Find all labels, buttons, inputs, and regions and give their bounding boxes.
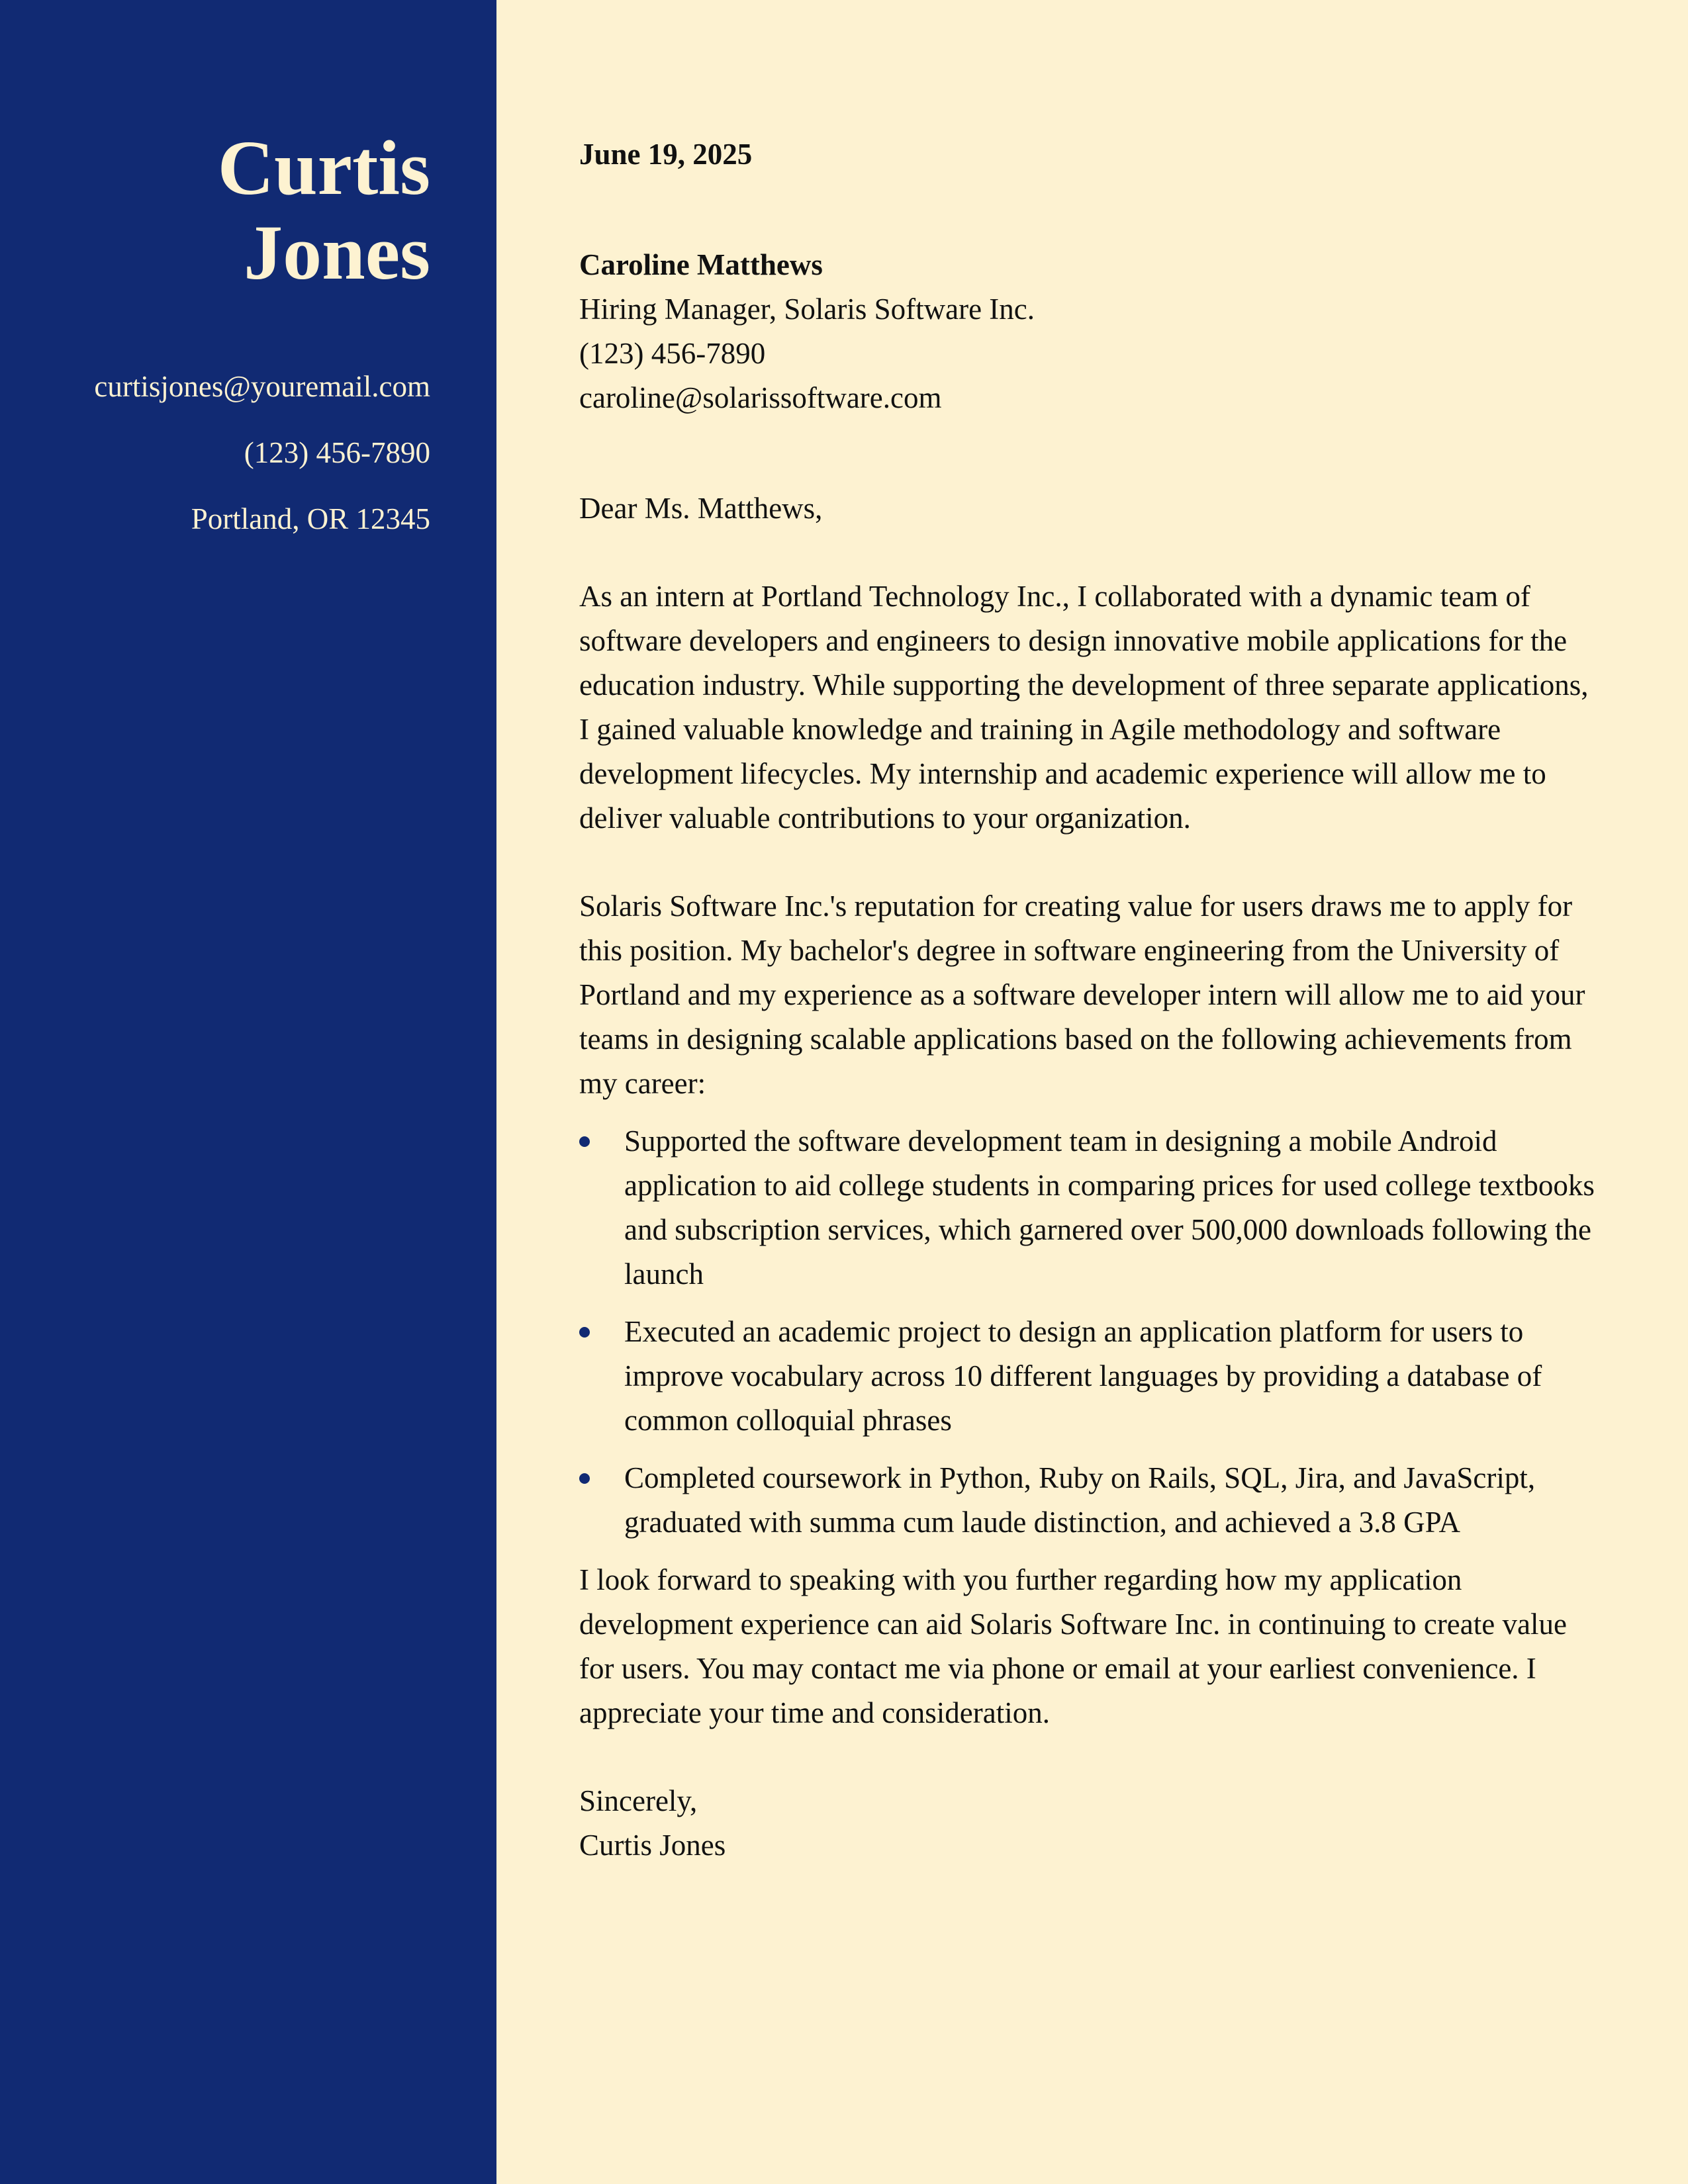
achievement-text: Executed an academic project to design an application platform for users to improve vocabulary across 10 different languages by providing a database of common colloquial phrases (624, 1315, 1542, 1437)
bullet-icon (579, 1136, 590, 1147)
recipient-name: Caroline Matthews (579, 248, 823, 281)
letter-body (579, 132, 1595, 1868)
letter-date: June 19, 2025 (579, 138, 753, 171)
recipient-phone: (123) 456-7890 (579, 337, 766, 370)
sender-name (218, 126, 430, 295)
achievement-text: Supported the software development team in designing a mobile Android application to aid college students in comparing prices for used college textbooks and subscription services, which garnered over 500,000 downloads following the launch (624, 1124, 1595, 1291)
salutation: Dear Ms. Matthews, (579, 492, 823, 525)
sidebar (0, 0, 496, 2184)
achievement-text: Completed coursework in Python, Ruby on Rails, SQL, Jira, and JavaScript, graduated with summa cum laude distinction, and achieved a 3.8 GPA (624, 1461, 1536, 1539)
achievement-item (579, 1119, 1595, 1297)
achievement-item (579, 1310, 1595, 1443)
sender-last-name: Jones (244, 209, 430, 296)
signoff: Sincerely, (579, 1784, 698, 1817)
sender-location: Portland, OR 12345 (191, 502, 430, 535)
paragraph-closing: I look forward to speaking with you further regarding how my application development experience can aid Solaris Software Inc. in continuing to create value for users. You may contact me via phone or email at your earliest convenience. I appreciate your time and consideration. (579, 1563, 1567, 1729)
signature: Curtis Jones (579, 1829, 726, 1862)
bullet-icon (579, 1327, 590, 1338)
bullet-icon (579, 1473, 590, 1484)
sender-first-name: Curtis (217, 124, 430, 211)
sender-email: curtisjones@youremail.com (94, 370, 430, 403)
achievement-item (579, 1456, 1595, 1545)
signoff-block (579, 1779, 1595, 1868)
recipient-block (579, 243, 1595, 420)
paragraph-motivation: Solaris Software Inc.'s reputation for creating value for users draws me to apply for this position. My bachelor's degree in software engineering from the University of Portland and my experience as a software developer intern will allow me to aid your teams in designing scalable applications based on the following achievements from my career: (579, 889, 1585, 1100)
recipient-email: caroline@solarissoftware.com (579, 381, 942, 414)
paragraph-intro: As an intern at Portland Technology Inc., I collaborated with a dynamic team of software developers and engineers to design innovative mobile applications for the education industry. While supporting the development of three separate applications, I gained valuable knowledge and training in Agile methodology and software development lifecycles. My internship and academic experience will allow me to deliver valuable contributions to your organization. (579, 580, 1589, 835)
sender-phone: (123) 456-7890 (244, 436, 430, 469)
recipient-title: Hiring Manager, Solaris Software Inc. (579, 293, 1035, 326)
achievement-list (579, 1119, 1595, 1545)
